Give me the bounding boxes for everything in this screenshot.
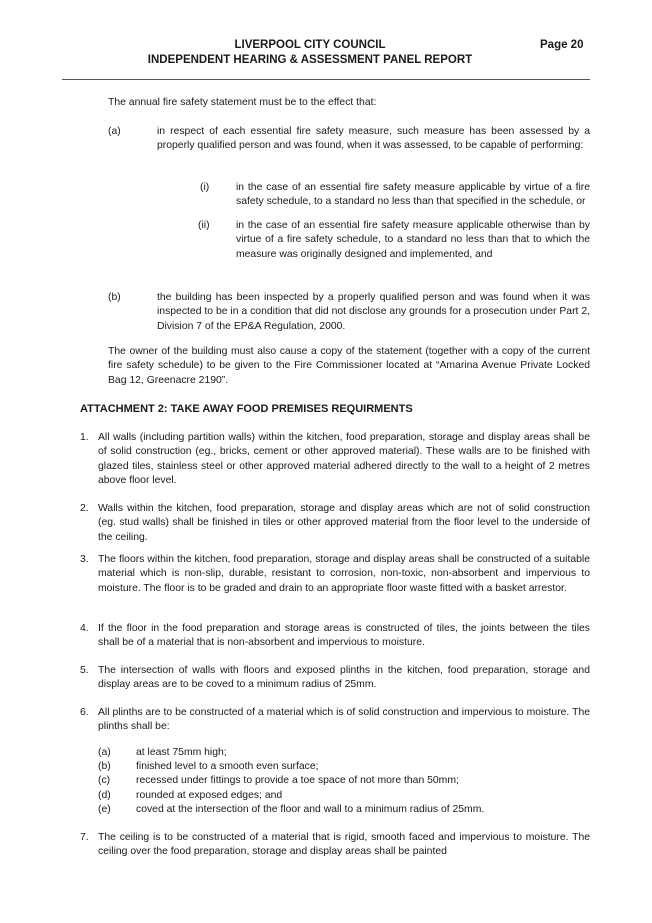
plinth-subitem-a: at least 75mm high; — [136, 747, 227, 758]
requirement-item-3: The floors within the kitchen, food preparation, storage and display areas shall be constructed of a suitable material which is non-slip, durable, resistant to corrosion, non-toxic, non-absorbent and impervious to moisture. The floor is to be graded and drain to an appropriate floor waste fitted with a basket arrestor. — [98, 554, 590, 594]
list-item-number: 2. — [80, 503, 89, 514]
attachment-heading: ATTACHMENT 2: TAKE AWAY FOOD PREMISES REQUIRMENTS — [80, 403, 413, 415]
subitem-label-i: (i) — [200, 182, 210, 193]
list-item-number: 5. — [80, 665, 89, 676]
statement-item-a: in respect of each essential fire safety measure, such measure has been assessed by a properly qualified person and was found, when it was assessed, to be capable of performing: — [157, 126, 590, 152]
plinth-label-b: (b) — [98, 761, 111, 772]
header-report-name: INDEPENDENT HEARING & ASSESSMENT PANEL REPORT — [147, 54, 473, 66]
statement-subitem-ii: in the case of an essential fire safety measure applicable otherwise than by virtue of a fire safety schedule, to a standard no less than that to which the measure was originally designed and implemented, and — [236, 220, 590, 260]
header-divider — [62, 79, 590, 80]
requirement-item-6: All plinths are to be constructed of a material which is of solid construction and impervious to moisture. The plinths shall be: — [98, 707, 590, 733]
plinth-label-a: (a) — [98, 747, 111, 758]
subitem-label-ii: (ii) — [198, 220, 210, 231]
requirement-item-2: Walls within the kitchen, food preparation, storage and display areas which are not of solid construction (eg. stud walls) shall be finished in tiles or other approved material from the floor level to the underside of the ceiling. — [98, 503, 590, 543]
item-label-a: (a) — [108, 126, 121, 137]
list-item-number: 1. — [80, 432, 89, 443]
plinth-label-e: (e) — [98, 804, 111, 815]
owner-paragraph: The owner of the building must also cause a copy of the statement (together with a copy of the current fire safety schedule) to be given to the Fire Commissioner located at “Amarina Avenue Private Locked Bag 12, Greenacre 2190”. — [108, 346, 590, 386]
list-item-number: 7. — [80, 832, 89, 843]
list-item-number: 3. — [80, 554, 89, 565]
statement-subitem-i: in the case of an essential fire safety measure applicable by virtue of a fire safety schedule, to a standard no less than that specified in the schedule, or — [236, 182, 590, 208]
requirement-item-4: If the floor in the food preparation and storage areas is constructed of tiles, the joints between the tiles shall be of a material that is non-absorbent and impervious to moisture. — [98, 623, 590, 649]
item-label-b: (b) — [108, 292, 121, 303]
plinth-subitem-c: recessed under fittings to provide a toe space of not more than 50mm; — [136, 775, 459, 786]
statement-intro: The annual fire safety statement must be to the effect that: — [108, 97, 377, 108]
page-number: Page 20 — [540, 39, 584, 51]
list-item-number: 6. — [80, 707, 89, 718]
requirement-item-7: The ceiling is to be constructed of a material that is rigid, smooth faced and impervious to moisture. The ceiling over the food preparation, storage and display areas shall be painted — [98, 832, 590, 858]
plinth-subitem-e: coved at the intersection of the floor and wall to a minimum radius of 25mm. — [136, 804, 485, 815]
plinth-subitem-d: rounded at exposed edges; and — [136, 790, 283, 801]
requirement-item-5: The intersection of walls with floors and exposed plinths in the kitchen, food preparation, storage and display areas are to be coved to a minimum radius of 25mm. — [98, 665, 590, 691]
plinth-label-c: (c) — [98, 775, 111, 786]
list-item-number: 4. — [80, 623, 89, 634]
requirement-item-1: All walls (including partition walls) within the kitchen, food preparation, storage and display areas shall be of solid construction (eg., bricks, cement or other approved material). These walls are to be finished with glazed tiles, stainless steel or other approved material adhered directly to the wall to a height of 2 metres above floor level. — [98, 432, 590, 487]
statement-item-b: the building has been inspected by a properly qualified person and was found when it was inspected to be in a condition that did not disclose any grounds for a prosecution under Part 2, Division 7 of the EP&A Regulation, 2000. — [157, 292, 590, 332]
report-header-title — [140, 38, 480, 68]
plinth-label-d: (d) — [98, 790, 111, 801]
header-council-name: LIVERPOOL CITY COUNCIL — [234, 39, 386, 51]
plinth-subitem-b: finished level to a smooth even surface; — [136, 761, 319, 772]
